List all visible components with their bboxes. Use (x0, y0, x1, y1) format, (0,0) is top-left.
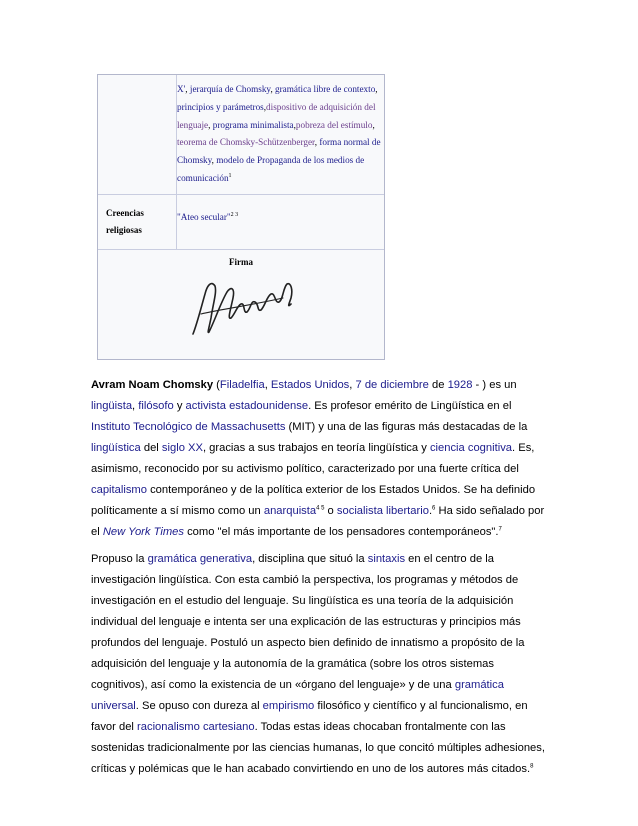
text-segment: Ha sido señalado por el (91, 505, 545, 538)
text-segment: de (428, 379, 448, 391)
article-link[interactable]: ciencia cognitiva (429, 442, 513, 454)
text-segment: , (211, 155, 217, 166)
infobox-beliefs-row (98, 194, 384, 250)
text-segment: . Se opuso con dureza al (135, 700, 263, 712)
reference-sup[interactable]: 8 (530, 763, 534, 770)
article-link[interactable]: Estados Unidos (270, 379, 350, 391)
article-link[interactable]: dispositivo de adquisición del lenguaje (177, 101, 376, 130)
text-segment: , (263, 101, 267, 112)
text-segment: del (140, 442, 162, 454)
text-segment: . (428, 505, 433, 517)
text-segment: , gracias a sus trabajos en teoría lingüística y (202, 442, 430, 454)
text-segment: como "el más importante de los pensadores contemporáneos". (183, 526, 499, 538)
text-segment: , (264, 379, 271, 391)
text-segment: Propuso la (91, 553, 148, 565)
reference-sup[interactable]: 7 (498, 526, 502, 533)
beliefs-refs[interactable]: 2 3 (230, 211, 239, 218)
article-link[interactable]: pobreza del estímulo (295, 119, 373, 130)
text-segment: ( (213, 379, 220, 391)
text-segment: . Es, asimismo, reconocido por su activismo político, caracterizado por una fuerte crítica del (91, 442, 535, 475)
article-link[interactable]: lingüista (91, 400, 133, 412)
text-segment: y (173, 400, 186, 412)
infobox-fields-row (98, 75, 384, 195)
infobox-fields-value (177, 81, 382, 188)
signature-image (187, 274, 297, 340)
text-segment: , (372, 119, 375, 130)
text-segment: , (314, 137, 320, 148)
article-link[interactable]: capitalismo (91, 484, 147, 496)
reference-sup[interactable]: 6 (432, 505, 436, 512)
beliefs-label: Creencias religiosas (106, 208, 144, 235)
text-segment: o (324, 505, 337, 517)
text-segment: en el centro de la investigación lingüística. Con esta cambió la perspectiva, los programas y métodos de investigación en el estudio del lenguaje. Su lingüística es una teoría de la adquisición individual del lenguaje e intenta ser una explicación de las estructuras y principios más profundos del lenguaje. Postuló un aspecto bien definido de innatismo a propósito de la adquisición del lenguaje y la autonomía de la gramática (sobre los otros sistemas cognitivos), así como la existencia de un «órgano del lenguaje» y de una (91, 553, 525, 691)
article-link[interactable]: estadounidense (229, 400, 309, 412)
generative-grammar-paragraph (91, 549, 551, 780)
text-segment: (MIT) y una de las figuras más destacadas de la (285, 421, 528, 433)
article-link[interactable]: anarquista (263, 505, 317, 517)
article-link[interactable]: X' (177, 84, 186, 94)
article-subject: Avram Noam Chomsky (91, 379, 214, 391)
text-segment: . Todas estas ideas chocaban frontalmente con las sostenidas tradicionalmente por las ciencias humanas, lo que concitó múltiples adhesiones, críticas y polémicas que le han acabado convirtiendo en uno de los autores más citados. (91, 721, 545, 775)
reference-sup[interactable]: 1 (228, 172, 232, 179)
text-segment: , (132, 400, 139, 412)
text-segment: contemporáneo y de la política exterior de los Estados Unidos. Se ha definido políticamente a sí mismo como un (91, 484, 536, 517)
infobox-fields-label-cell (98, 75, 177, 194)
article-link[interactable]: lingüística (91, 442, 141, 454)
article-link[interactable]: New York Times (102, 526, 184, 538)
text-segment: , (375, 84, 378, 94)
text-segment: filosófico y científico y al funcionalismo, en favor del (91, 700, 528, 733)
beliefs-value (177, 212, 238, 222)
article-link[interactable]: filósofo (138, 400, 174, 412)
article-link[interactable]: jerarquía de Chomsky (189, 84, 271, 94)
article-link[interactable]: activista (185, 400, 226, 412)
article-link[interactable]: gramática universal (91, 679, 504, 712)
article-link[interactable]: principios y parámetros (177, 101, 264, 112)
article-link[interactable]: modelo de Propaganda de los medios de comunicación (177, 155, 365, 183)
article-link[interactable]: 7 de diciembre (355, 379, 429, 391)
article-link[interactable]: teorema de Chomsky-Schützenberger (177, 137, 315, 148)
text-segment: , (185, 84, 190, 94)
article-link[interactable]: siglo XX (161, 442, 203, 454)
article-link[interactable]: gramática generativa (147, 553, 253, 565)
text-segment: . Es profesor emérito de Lingüística en el (308, 400, 512, 412)
reference-sup[interactable]: 4 5 (316, 505, 325, 512)
article-link[interactable]: Filadelfia (219, 379, 265, 391)
text-segment: , disciplina que situó la (252, 553, 368, 565)
article-link[interactable]: 1928 (447, 379, 473, 391)
article-link[interactable]: forma normal de Chomsky (177, 137, 381, 166)
text-segment: , (293, 119, 296, 130)
text-segment: , (270, 84, 276, 94)
article-link[interactable]: programa minimalista (212, 119, 294, 130)
article-link[interactable]: socialista libertario (336, 505, 429, 517)
signature-label: Firma (229, 257, 253, 267)
text-segment: , (208, 119, 213, 130)
article-link[interactable]: sintaxis (367, 553, 406, 565)
article-link[interactable]: gramática libre de contexto (275, 84, 376, 94)
text-segment: - ) es un (472, 379, 517, 391)
article-link[interactable]: Instituto Tecnológico de Massachusetts (91, 421, 286, 433)
article-body (91, 375, 551, 786)
beliefs-value-text[interactable]: "Ateo secular" (177, 212, 231, 222)
article-link[interactable]: empirismo (262, 700, 315, 712)
intro-paragraph (91, 375, 551, 543)
infobox-beliefs-label-cell (98, 194, 177, 249)
text-segment: , (349, 379, 356, 391)
article-link[interactable]: racionalismo cartesiano (137, 721, 255, 733)
